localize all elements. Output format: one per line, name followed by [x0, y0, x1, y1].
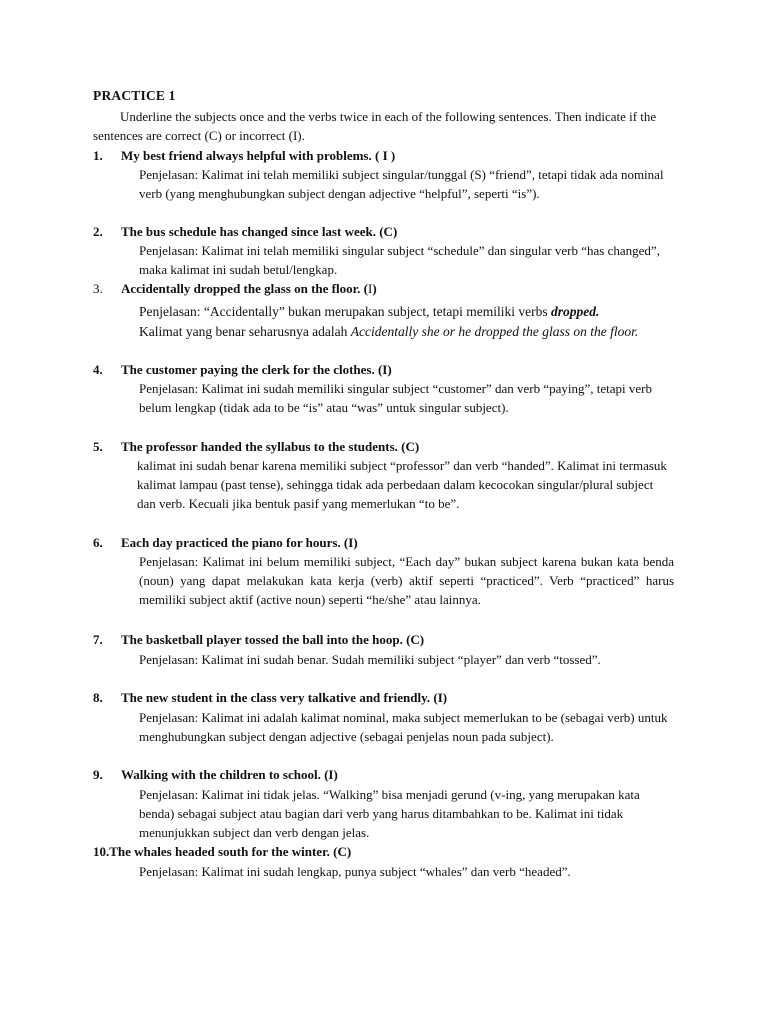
question-sentence: The bus schedule has changed since last week. (C)	[121, 224, 398, 239]
question-8	[93, 688, 693, 707]
question-number: 2.	[93, 224, 103, 239]
question-number: 1.	[93, 148, 103, 163]
answer-mark: I	[368, 281, 373, 296]
question-sentence: The professor handed the syllabus to the students. (C)	[121, 439, 420, 454]
explanation-10: Penjelasan: Kalimat ini sudah lengkap, punya subject “whales” dan verb “headed”.	[139, 864, 571, 879]
instructions: Underline the subjects once and the verbs twice in each of the following sentences. Then indicate if the sentences are correct (C) or incorrect (I).	[93, 109, 657, 143]
question-sentence: Accidentally dropped the glass on the floor. (	[121, 281, 369, 296]
question-number: 4.	[93, 362, 103, 377]
question-sentence: My best friend always helpful with problems. ( I )	[121, 148, 396, 163]
explanation-8: Penjelasan: Kalimat ini adalah kalimat nominal, maka subject memerlukan to be (sebagai verb) untuk menghubungkan subject dengan adjective (sebagai penjelas noun pada subject).	[139, 710, 668, 744]
question-number: 6.	[93, 535, 103, 550]
question-number: 7.	[93, 632, 103, 647]
question-sentence-end: )	[372, 281, 377, 296]
emphasis-verb: dropped.	[551, 304, 600, 319]
question-number: 8.	[93, 690, 103, 705]
explanation-7: Penjelasan: Kalimat ini sudah benar. Sudah memiliki subject “player” dan verb “tossed”.	[139, 652, 601, 667]
question-number: 3.	[93, 281, 103, 296]
explanation-4: Penjelasan: Kalimat ini sudah memiliki singular subject “customer” dan verb “paying”, tetapi verb belum lengkap (tidak ada to be “is” atau “was” untuk singular subject).	[139, 381, 652, 415]
question-1	[93, 146, 693, 165]
question-10	[93, 842, 693, 861]
question-3	[93, 279, 693, 298]
question-number: 5.	[93, 439, 103, 454]
question-sentence: The whales headed south for the winter. (C)	[109, 844, 352, 859]
explanation-6: Penjelasan: Kalimat ini belum memiliki subject, “Each day” bukan subject karena bukan kata benda (noun) yang dapat melakukan kata kerja (verb) aktif seperti “practiced”. Verb “practiced” harus memiliki subject aktif (active noun) seperti “he/she” atau lainnya.	[139, 554, 674, 607]
explanation-1: Penjelasan: Kalimat ini telah memiliki subject singular/tunggal (S) “friend”, tetapi tidak ada nominal verb (yang menghubungkan subject dengan adjective “helpful”, seperti “is”).	[139, 167, 664, 201]
question-sentence: The customer paying the clerk for the clothes. (I)	[121, 362, 392, 377]
question-sentence: The basketball player tossed the ball into the hoop. (C)	[121, 632, 425, 647]
question-7	[93, 630, 693, 649]
page-title: PRACTICE 1	[93, 88, 176, 103]
explanation-9: Penjelasan: Kalimat ini tidak jelas. “Walking” bisa menjadi gerund (v-ing, yang merupakan kata benda) sebagai subject atau bagian dari verb yang harus ditambahkan to be. Kalimat ini tidak menunjukkan subject dan verb dengan jelas.	[139, 787, 640, 840]
question-4	[93, 360, 693, 379]
question-sentence: Each day practiced the piano for hours. (I)	[121, 535, 358, 550]
question-number: 9.	[93, 767, 103, 782]
question-6	[93, 533, 693, 552]
question-9	[93, 765, 693, 784]
question-number: 10.	[93, 844, 110, 859]
question-2	[93, 222, 693, 241]
corrected-sentence: Accidentally she or he dropped the glass on the floor.	[350, 324, 639, 339]
question-sentence: Walking with the children to school. (I)	[121, 767, 338, 782]
question-sentence: The new student in the class very talkative and friendly. (I)	[121, 690, 448, 705]
question-5	[93, 437, 693, 456]
explanation-2: Penjelasan: Kalimat ini telah memiliki singular subject “schedule” dan singular verb “has changed”, maka kalimat ini sudah betul/lengkap.	[139, 243, 660, 277]
explanation-3: Penjelasan: “Accidentally” bukan merupakan subject, tetapi memiliki verbs dropped. Kalimat yang benar seharusnya adalah Accidentally she or he dropped the glass on the floor.	[139, 304, 639, 339]
explanation-5: kalimat ini sudah benar karena memiliki subject “professor” dan verb “handed”. Kalimat ini termasuk kalimat lampau (past tense), sehingga tidak ada perbedaan dalam kecocokan singular/plural subject dan verb. Kecuali jika bentuk pasif yang memerlukan “to be”.	[137, 458, 667, 511]
